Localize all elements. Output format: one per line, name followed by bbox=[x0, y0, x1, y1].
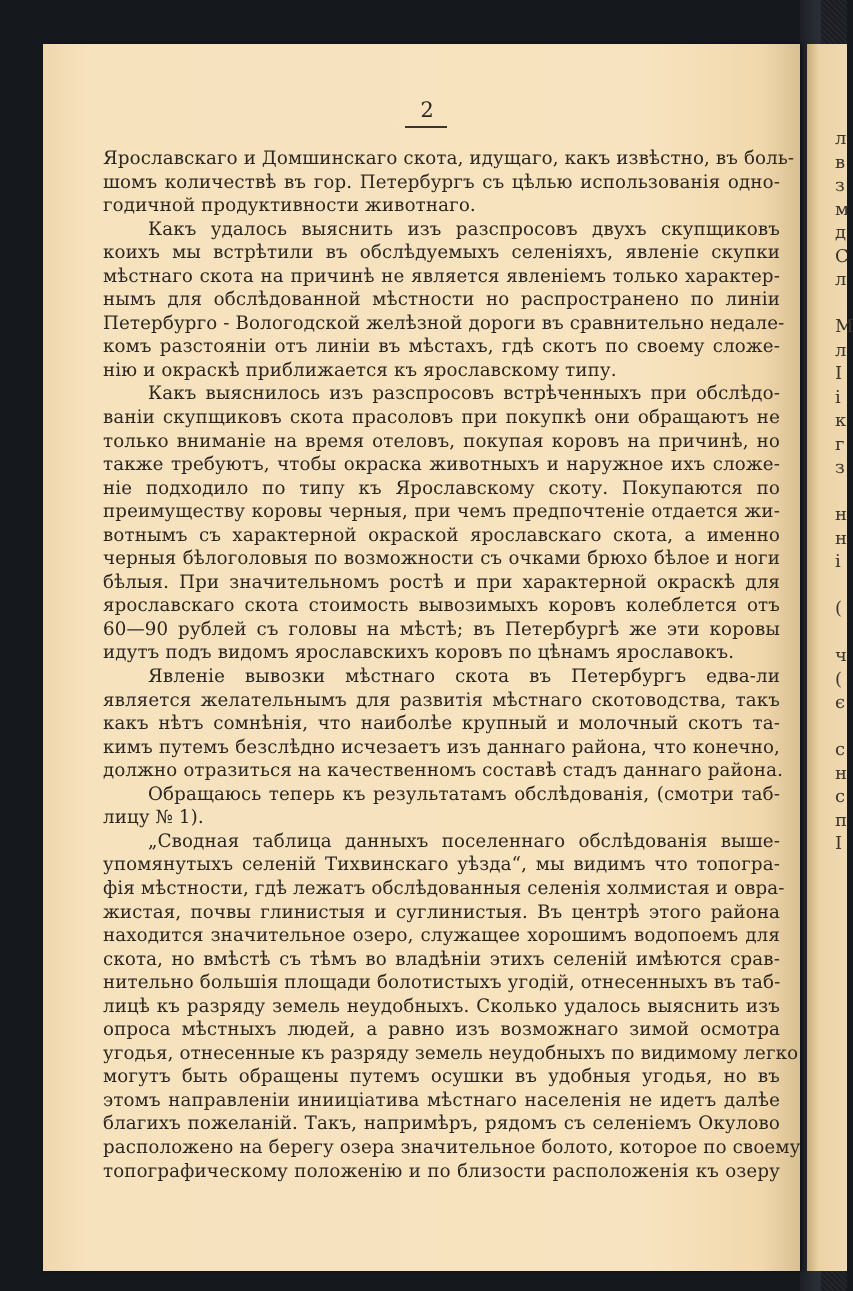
text-line: лицѣ къ разряду земель неудобныхъ. Сколько удалось выяснить изъ bbox=[103, 995, 780, 1017]
edge-glyph: І bbox=[835, 833, 843, 854]
edge-glyph: М bbox=[835, 316, 853, 337]
text-line: ваніи скупщиковъ скота прасоловъ при покупкѣ они обращаютъ не bbox=[103, 407, 780, 429]
edge-glyph: л bbox=[835, 339, 847, 361]
text-line: опроса мѣстныхъ людей, а равно изъ возможнаго зимой осмотра bbox=[103, 1019, 780, 1041]
edge-glyph bbox=[835, 292, 847, 316]
text-line: фія мѣстности, гдѣ лежатъ обслѣдованныя селенія холмистая и овра- bbox=[103, 877, 785, 899]
text-line: также требуютъ, чтобы окраска животныхъ и наружное ихъ сложе- bbox=[103, 454, 780, 476]
text-line: должно отразиться на качественномъ составѣ стадъ даннаго района. bbox=[103, 760, 784, 782]
edge-glyph: в bbox=[835, 151, 846, 173]
edge-glyph: н bbox=[835, 527, 847, 549]
edge-glyph: н bbox=[835, 504, 847, 525]
text-line: комъ разстояніи отъ линіи въ мѣстахъ, гдѣ скотъ по своему сложе- bbox=[103, 336, 780, 358]
text-line: этомъ направленіи инииціатива мѣстнаго населенія не идетъ далѣе bbox=[103, 1089, 780, 1111]
text-line: вотнымъ съ характерной окраской ярославскаго скота, а именно bbox=[103, 524, 780, 546]
text-line: нію и окраскѣ приближается къ ярославскому типу. bbox=[103, 359, 617, 381]
text-line: Какъ удалось выяснить изъ разспросовъ двухъ скупщиковъ bbox=[148, 218, 780, 240]
text-line: какъ нѣтъ сомнѣнія, что наиболѣе крупный и молочный скотъ та- bbox=[103, 713, 780, 735]
edge-glyph: є bbox=[835, 692, 846, 713]
text-line: топографическому положенію и по близости расположенія къ озеру bbox=[103, 1160, 780, 1182]
edge-glyph: і bbox=[835, 551, 841, 572]
text-line: нительно большія площади болотистыхъ угодій, отнесенныхъ въ таб- bbox=[103, 972, 781, 994]
text-line: находится значительное озеро, служащее хорошимъ водопоемъ для bbox=[103, 925, 780, 947]
edge-glyph: і bbox=[835, 386, 841, 408]
edge-glyph: I bbox=[835, 363, 843, 384]
text-line: благихъ пожеланій. Такъ, напримѣръ, рядомъ съ селеніемъ Окулово bbox=[103, 1113, 780, 1135]
text-line: ярославскаго скота стоимость вывозимыхъ коровъ колеблется отъ bbox=[103, 595, 780, 617]
edge-glyph: з bbox=[835, 457, 845, 478]
text-line: лицу № 1). bbox=[103, 807, 204, 829]
text-line: угодья, отнесенные къ разряду земель неудобныхъ по видимому легко bbox=[103, 1042, 799, 1064]
text-line: только вниманіе на время отеловъ, покупая коровъ на причинѣ, но bbox=[103, 430, 780, 452]
text-line: является желательнымъ для развитія мѣстнаго скотоводства, такъ bbox=[103, 689, 780, 711]
text-line: мѣстнаго скота на причинѣ не является явленіемъ только характер- bbox=[103, 265, 780, 287]
text-line: Обращаюсь теперь къ результатамъ обслѣдованія, (смотри таб- bbox=[148, 783, 780, 805]
edge-glyph: ( bbox=[835, 668, 843, 690]
edge-glyph: с bbox=[835, 739, 846, 760]
edge-glyph: к bbox=[835, 410, 847, 431]
text-line: нымъ для обслѣдованной мѣстности но распространено по линіи bbox=[103, 289, 780, 311]
text-line: могутъ быть обращены путемъ осушки въ удобныя угодья, но въ bbox=[103, 1066, 780, 1088]
text-line: годичной продуктивности животнаго. bbox=[103, 195, 476, 217]
edge-glyph bbox=[835, 715, 847, 739]
edge-glyph: ( bbox=[835, 598, 843, 619]
edge-glyph: п bbox=[835, 809, 847, 831]
edge-glyph bbox=[835, 480, 847, 504]
page-number-rule bbox=[405, 126, 447, 128]
edge-glyph bbox=[835, 574, 847, 598]
text-line: шомъ количествѣ въ гор. Петербургъ съ цѣлью использованія одно- bbox=[103, 171, 780, 193]
edge-glyph: д bbox=[835, 222, 847, 243]
page-body-text bbox=[103, 147, 801, 1183]
text-line: ніе подходило по типу къ Ярославскому скоту. Покупаются по bbox=[103, 477, 780, 499]
edge-glyph: н bbox=[835, 762, 847, 784]
page-number: 2 bbox=[420, 98, 434, 122]
text-line: идутъ подъ видомъ ярославскихъ коровъ по цѣнамъ ярославокъ. bbox=[103, 642, 735, 664]
text-line: коихъ мы встрѣтили въ обслѣдуемыхъ селеніяхъ, явленіе скупки bbox=[103, 242, 780, 264]
edge-glyph bbox=[835, 621, 847, 645]
text-line: кимъ путемъ безслѣдно исчезаетъ изъ даннаго района, что конечно, bbox=[103, 736, 780, 758]
text-line: бѣлыя. При значительномъ ростѣ и при характерной окраскѣ для bbox=[103, 571, 780, 593]
text-line: черныя бѣлоголовыя по возможности съ очками брюхо бѣлое и ноги bbox=[103, 548, 780, 570]
edge-glyph: С bbox=[835, 245, 849, 267]
text-line: преимуществу коровы черныя, при чемъ предпочтеніе отдается жи- bbox=[103, 501, 780, 523]
text-line: Петербурго - Вологодской желѣзной дороги въ сравнительно недале- bbox=[103, 312, 785, 334]
text-line: 60—90 рублей съ головы на мѣстѣ; въ Петербургѣ же эти коровы bbox=[103, 618, 780, 640]
edge-glyph: г bbox=[835, 433, 845, 455]
edge-glyph: м bbox=[835, 198, 850, 220]
edge-glyph: ч bbox=[835, 645, 847, 666]
text-line: Какъ выяснилось изъ разспросовъ встрѣченныхъ при обслѣдо- bbox=[148, 383, 780, 405]
edge-glyph: л bbox=[835, 269, 847, 290]
text-line: Явленіе вывозки мѣстнаго скота въ Петербургъ едва-ли bbox=[148, 666, 780, 688]
edge-glyph: з bbox=[835, 175, 845, 196]
text-line: Ярославскаго и Домшинскаго скота, идущаго, какъ извѣстно, въ боль- bbox=[103, 148, 795, 169]
text-line: расположено на берегу озера значительное болото, которое по своему bbox=[103, 1136, 801, 1158]
text-line: „Сводная таблица данныхъ поселеннаго обслѣдованія выше- bbox=[148, 830, 780, 852]
next-page-edge-text bbox=[835, 127, 853, 967]
edge-glyph: л bbox=[835, 128, 847, 149]
text-line: упомянутыхъ селеній Тихвинскаго уѣзда“, мы видимъ что топогра- bbox=[103, 854, 780, 876]
edge-glyph: с bbox=[835, 786, 846, 807]
text-line: скота, но вмѣстѣ съ тѣмъ во владѣніи этихъ селеній имѣются срав- bbox=[103, 948, 780, 970]
text-line: жистая, почвы глинистыя и суглинистыя. Въ центрѣ этого района bbox=[103, 901, 780, 923]
